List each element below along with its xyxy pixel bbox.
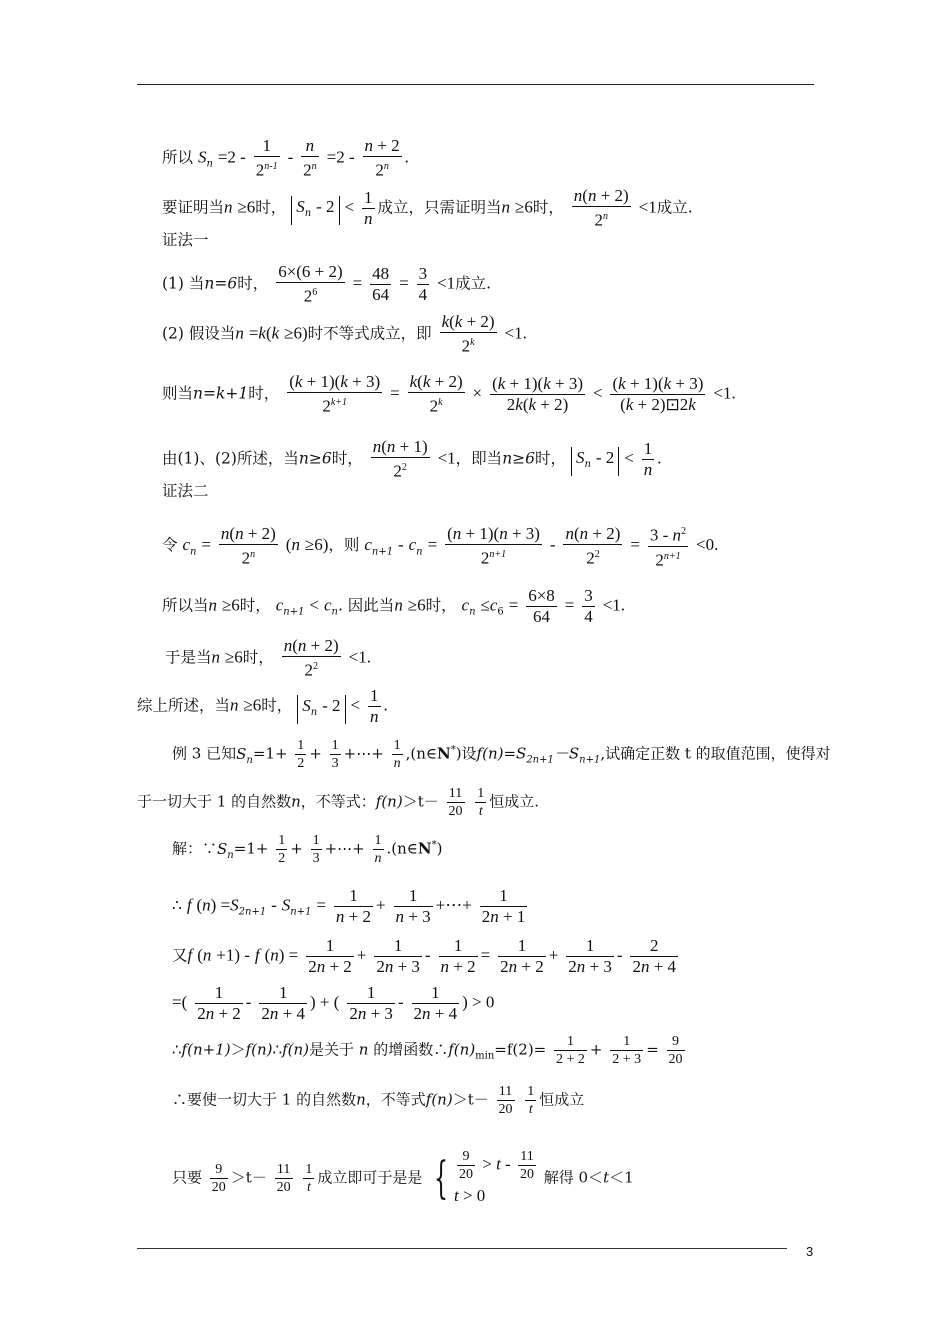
footer-rule bbox=[137, 1248, 787, 1249]
line-solution-start: 解：$\because S_n=1+$ $\frac{1}{2}$ + $\frac{1}{3}$ +⋯+ $\frac{1}{n}$ .(n∈N*) bbox=[172, 833, 443, 866]
line-induction-hypothesis: (2) 假设当n =k(k ≥6)时不等式成立，即 $\frac{k(k + 2)}{2^k}$ <1. bbox=[162, 312, 527, 356]
page-number: 3 bbox=[806, 1244, 814, 1259]
line-solve-t: 只要 $\frac{9}{20}$ ＞t－ $\frac{11}{20}$ $\frac{1}{t}$ 成立即可于是是 { $\frac{9}{20}$ > t - $\frac{11}{20}$ t > 0 解得 0＜t＜1 bbox=[172, 1148, 634, 1209]
line-hence: 于是当n ≥6时， $\frac{n(n + 2)}{2^2}$ <1. bbox=[165, 636, 371, 680]
line-fn-increasing: ∴f(n+1)＞f(n)∴f(n)是关于 n 的增函数$\therefore f(n)_{min}=f(2)=$ $\frac{1}{2 + 2}$ + $\frac{1}{2 + 3}$ = $\frac{9}{20}$ bbox=[172, 1034, 683, 1067]
line-requirement: ∴要使一切大于 1 的自然数n，不等式f(n)＞t－ $\frac{11}{20}$ $\frac{1}{t}$ 恒成立 bbox=[172, 1084, 585, 1117]
system-brace: { bbox=[434, 1152, 449, 1204]
line-fn-difference: 又f (n +1) - f (n) = $\frac{1}{2n + 2}$ + $\frac{1}{2n + 3}$ - $\frac{1}{n + 2}$ = $\frac{1}{2n + 2}$ + $\frac{1}{2n + 3}$ - $\frac{2}{2n + 4}$ bbox=[172, 936, 677, 976]
heading-method-two: 证法二 bbox=[162, 482, 209, 500]
line-proof-goal: 要证明当n ≥6时， $S_n - 2$ < $\frac{1}{n}$ 成立，只需证明当n ≥6时， $\frac{n(n + 2)}{2^n}$ <1成立. bbox=[162, 186, 693, 230]
line-example-3-inequality: 于一切大于 1 的自然数n，不等式：f(n)＞t－ $\frac{11}{20}$ $\frac{1}{t}$ 恒成立. bbox=[137, 786, 540, 819]
line-example-3: 例 3 已知$S_n=1+$ $\frac{1}{2}$ + $\frac{1}{3}$ +⋯+ $\frac{1}{n}$ ,(n∈N*)设$f(n)=S_{2n+1}-S_{n+1}$,试确定正数 t 的取值范围，使得对 bbox=[172, 738, 831, 771]
header-rule bbox=[137, 84, 814, 85]
line-fn-definition: ∴ f $(n) =S_{2n+1} - S_{n+1}$ = $\frac{1}{n + 2}$ + $\frac{1}{n + 3}$ +⋯+ $\frac{1}{2n + 1}$ bbox=[172, 886, 526, 926]
line-induction-step: 则当n=k+1时， $\frac{(k + 1)(k + 3)}{2^{k+1}}$ = $\frac{k(k + 2)}{2^k}$ × $\frac{(k + 1)(k + 3)}{2k(k + 2)}$ < $\frac{(k + 1)(k + 3)}{(k + 2)⊡2k}$ <1. bbox=[162, 372, 736, 416]
line-final-conclusion: 综上所述，当n ≥6时， $S_n - 2$ < $\frac{1}{n}$ . bbox=[137, 686, 388, 726]
inequality-system: $\frac{9}{20}$ > t - $\frac{11}{20}$ t > 0 bbox=[453, 1149, 534, 1205]
heading-method-one: 证法一 bbox=[162, 231, 209, 249]
line-define-cn: 令 $c_n$ = $\frac{n(n + 2)}{2^n}$ (n ≥6)，则 $c_{n+1} - c_n$ = $\frac{(n + 1)(n + 3)}{2^{n+1}}$ - $\frac{n(n + 2)}{2^2}$ = $\frac{3 - n^2}{2^{n+1}}$ <0. bbox=[162, 523, 719, 570]
line-base-case: (1) 当n=6时， $\frac{6\times(6 + 2)}{2^6}$ = $\frac{48}{64}$ = $\frac{3}{4}$ <1成立. bbox=[162, 262, 492, 306]
line-sn-formula: 所以 $S_n =2$ - $\frac{1}{2^{n-1}}$ - $\frac{n}{2^n}$ =2 - $\frac{n + 2}{2^n}$ . bbox=[162, 136, 409, 180]
line-cn-decreasing: 所以当n ≥6时， $c_{n+1} < c_n$. 因此当n ≥6时， $c_n \le c_6$ = $\frac{6\times 8}{64}$ = $\frac{3}{4}$ <1. bbox=[162, 586, 626, 626]
line-fn-difference-regrouped: =( $\frac{1}{2n + 2}$ - $\frac{1}{2n + 4}$ ) + ( $\frac{1}{2n + 3}$ - $\frac{1}{2n + 4}$ ) > 0 bbox=[172, 983, 495, 1023]
line-conclusion-method-one: 由(1)、(2)所述，当n≥6时， $\frac{n(n + 1)}{2^2}$ <1，即当n≥6时， $S_n - 2$ < $\frac{1}{n}$ . bbox=[162, 437, 662, 481]
